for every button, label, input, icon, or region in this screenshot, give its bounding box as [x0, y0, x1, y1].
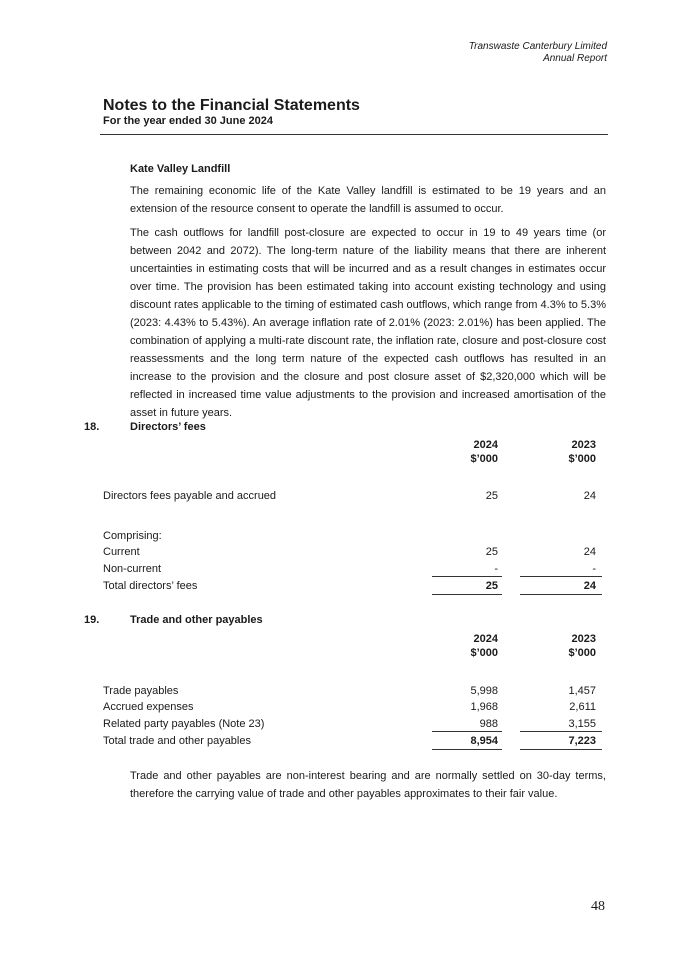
note-19-total-label: Total trade and other payables: [103, 735, 251, 747]
note-18-total-2023: 24: [583, 580, 596, 592]
col-unit: $’000: [568, 453, 596, 465]
note-18-row-value-2024: -: [494, 563, 498, 575]
note-18-row-value-2023: 24: [583, 546, 596, 558]
note-18-row-label: Comprising:: [103, 530, 162, 542]
note-18-total-2024: 25: [485, 580, 498, 592]
total-line: [520, 749, 602, 750]
note-18-row-label: Directors fees payable and accrued: [103, 490, 277, 502]
company-name: Transwaste Canterbury Limited: [468, 41, 607, 52]
note-19-number: 19.: [84, 614, 100, 626]
note-19-row-value-2023: 1,457: [568, 685, 596, 697]
subtotal-line: [520, 731, 602, 732]
note-19-row-value-2023: 2,611: [569, 701, 596, 713]
note-18-col-2024: [438, 438, 498, 466]
note-18-number: 18.: [84, 421, 100, 433]
note-19-row-label: Related party payables (Note 23): [103, 718, 265, 730]
note-19-total-2024: 8,954: [470, 735, 498, 747]
kate-valley-paragraph-1: The remaining economic life of the Kate Valley landfill is estimated to be 19 years and an extension of the resource consent to operate the landfill is assumed to occur.: [130, 185, 606, 215]
col-unit: $’000: [470, 647, 498, 659]
note-19-total-2023: 7,223: [568, 735, 596, 747]
note-19-row-value-2023: 3,155: [568, 718, 596, 730]
note-18-row-label: Current: [103, 546, 140, 558]
note-19-title: Trade and other payables: [130, 614, 263, 626]
company-header: [469, 41, 607, 65]
note-18-row-value-2023: -: [592, 563, 596, 575]
note-18-row-value-2024: 25: [485, 546, 498, 558]
header-divider: [100, 134, 608, 135]
page-number: 48: [591, 899, 605, 914]
total-line: [520, 594, 602, 595]
note-19-row-value-2024: 5,998: [470, 685, 498, 697]
col-unit: $’000: [568, 647, 596, 659]
note-18-title: Directors’ fees: [130, 421, 206, 433]
subtotal-line: [432, 576, 502, 577]
note-18-row-value-2024: 25: [485, 490, 498, 502]
col-unit: $’000: [470, 453, 498, 465]
col-year: 2024: [473, 633, 498, 645]
total-line: [432, 749, 502, 750]
subtotal-line: [432, 731, 502, 732]
note-19-row-value-2024: 988: [479, 718, 498, 730]
kate-valley-paragraph-2: The cash outflows for landfill post-closure are expected to occur in 19 to 49 years time (or between 2042 and 2072). The long-term nature of the liability means that there are inherent uncertainties in estimating costs that will be incurred and as a result changes in estimates occur over time. The provision has been estimated taking into account existing technology and using discount rates applicable to the timing of estimated cash outflows, which range from 4.3% to 5.3% (2023: 4.43% to 5.43%). An average inflation rate of 2.01% (2023: 2.01%) has been applied. The combination of applying a multi-rate discount rate, the inflation rate, closure and post-closure cost reassessments and the long term nature of the expected cash outflows has resulted in an increase to the provision and the closure and post closure asset of $2,320,000 which will be reflected in increased time value adjustments to the provision and increased amortisation of the asset in future years.: [130, 227, 606, 419]
note-19-row-label: Trade payables: [103, 685, 179, 697]
col-year: 2023: [571, 439, 596, 451]
note-19-row-label: Accrued expenses: [103, 701, 194, 713]
note-18-total-label: Total directors’ fees: [103, 580, 198, 592]
col-year: 2023: [571, 633, 596, 645]
note-19-col-2023: [536, 632, 596, 660]
note-18-row-label: Non-current: [103, 563, 162, 575]
total-line: [432, 594, 502, 595]
note-18-row-value-2023: 24: [583, 490, 596, 502]
note-19-col-2024: [438, 632, 498, 660]
subtotal-line: [520, 576, 602, 577]
note-19-footnote: Trade and other payables are non-interest bearing and are normally settled on 30-day terms, therefore the carrying value of trade and other payables approximates to their fair value.: [130, 770, 606, 800]
page-subtitle: For the year ended 30 June 2024: [103, 115, 273, 127]
kate-valley-heading: Kate Valley Landfill: [130, 163, 231, 175]
note-18-col-2023: [536, 438, 596, 466]
page-title: Notes to the Financial Statements: [103, 97, 360, 114]
col-year: 2024: [473, 439, 498, 451]
note-19-row-value-2024: 1,968: [470, 701, 498, 713]
report-name: Annual Report: [543, 53, 607, 64]
